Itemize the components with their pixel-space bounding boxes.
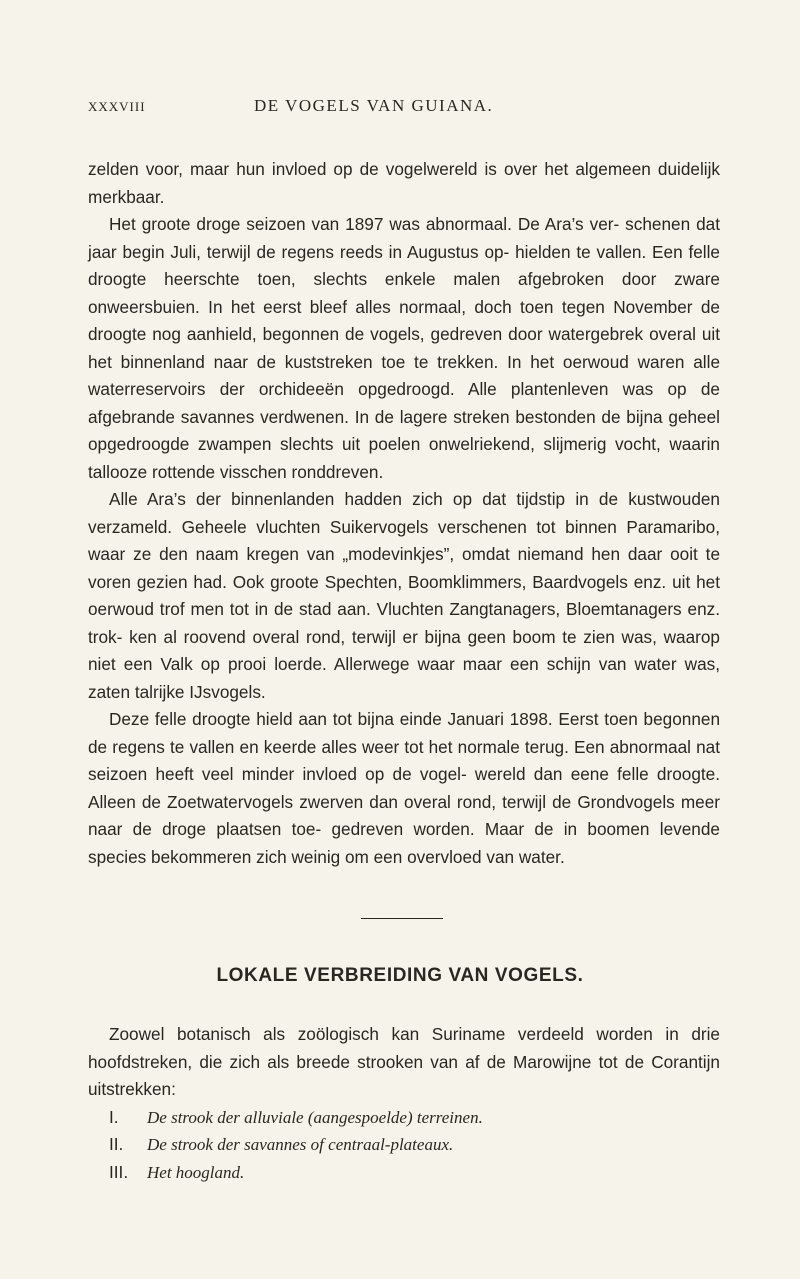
list-item bbox=[88, 1131, 720, 1159]
list-item bbox=[88, 1159, 720, 1187]
section-body bbox=[88, 1021, 720, 1186]
list-item-text: De strook der savannes of centraal-plateaux. bbox=[147, 1135, 454, 1154]
list-item-number: I. bbox=[109, 1106, 119, 1127]
section-divider bbox=[361, 918, 443, 919]
body-text bbox=[88, 156, 720, 871]
list-item-number: III. bbox=[109, 1161, 129, 1182]
page-number: XXXVIII bbox=[88, 99, 146, 114]
list-item bbox=[88, 1104, 720, 1132]
list-item-number: II. bbox=[109, 1134, 124, 1154]
running-head bbox=[88, 96, 716, 120]
list-item-text: De strook der alluviale (aangespoelde) terreinen. bbox=[147, 1107, 483, 1127]
paragraph: Het groote droge seizoen van 1897 was abnormaal. De Ara’s ver- schenen dat jaar begin Juli, terwijl de regens reeds in Augustus op- hielden te vallen. Een felle droogte heerschte toen, slechts enkele malen afgebroken door zware onweersbuien. In het eerst bleef alles normaal, doch toen tegen November de droogte nog aanhield, begonnen de vogels, gedreven door watergebrek overal uit het binnenland naar de kuststreken toe te trekken. In het oerwoud waren alle waterreservoirs der orchideeën opgedroogd. Alle plantenleven was op de afgebrande savannes verdwenen. In de lagere streken bestonden de bijna geheel opgedroogde zwampen slechts uit poelen onwelriekend, slijmerig vocht, waarin tallooze rottende visschen ronddreven. bbox=[88, 214, 720, 482]
section-heading: LOKALE VERBREIDING VAN VOGELS. bbox=[216, 965, 584, 986]
list-item-text: Het hoogland. bbox=[147, 1162, 245, 1182]
paragraph: zelden voor, maar hun invloed op de vogelwereld is over het algemeen duidelijk merkbaar. bbox=[88, 159, 720, 207]
book-title: DE VOGELS VAN GUIANA. bbox=[254, 96, 494, 115]
region-list bbox=[88, 1104, 720, 1187]
paragraph: Alle Ara’s der binnenlanden hadden zich op dat tijdstip in de kustwouden verzameld. Geheele vluchten Suikervogels verschenen tot binnen Paramaribo, waar ze den naam kregen van „modevinkjes”, omdat niemand hen daar ooit te voren gezien had. Ook groote Spechten, Boomklimmers, Baardvogels enz. uit het oerwoud trof men tot in de stad aan. Vluchten Zangtanagers, Bloemtanagers enz. trok- ken al roovend overal rond, terwijl er bijna geen boom te zien was, waarop niet een Valk op prooi loerde. Allerwege waar maar een schijn van water was, zaten talrijke IJsvogels. bbox=[88, 489, 720, 702]
section-intro: Zoowel botanisch als zoölogisch kan Suriname verdeeld worden in drie hoofdstreken, die zich als breede strooken van af de Marowijne tot de Corantijn uitstrekken: bbox=[88, 1024, 720, 1099]
paragraph: Deze felle droogte hield aan tot bijna einde Januari 1898. Eerst toen begonnen de regens te vallen en keerde alles weer tot het normale terug. Een abnormaal nat seizoen heeft veel minder invloed op de vogel- wereld dan eene felle droogte. Alleen de Zoetwatervogels zwerven dan overal rond, terwijl de Grondvogels meer naar de droge plaatsen toe- gedreven worden. Maar de in boomen levende species bekommeren zich weinig om een overvloed van water. bbox=[88, 709, 720, 867]
